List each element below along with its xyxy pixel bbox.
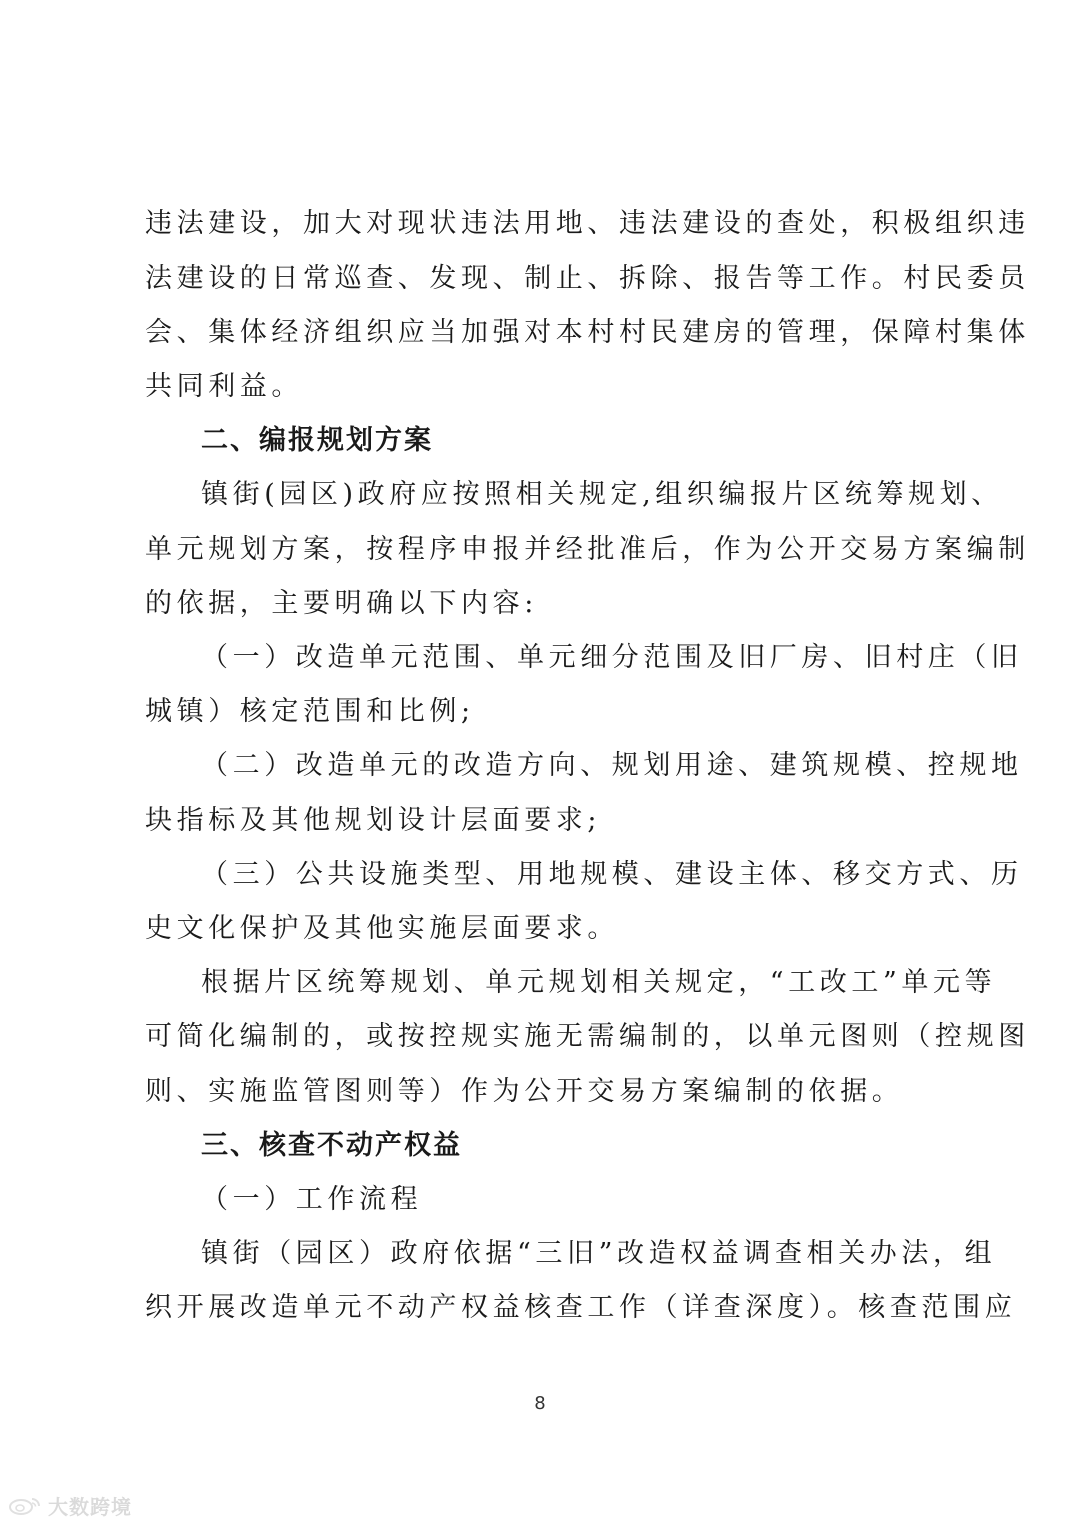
body-line: 则、实施监管图则等）作为公开交易方案编制的依据。 [145,1076,904,1107]
body-line: 织开展改造单元不动产权益核查工作（详查深度）。核查范围应 [145,1292,1017,1323]
body-line: 的依据，主要明确以下内容: [145,588,538,619]
body-line: 法建设的日常巡查、发现、制止、拆除、报告等工作。村民委员 [145,263,1030,294]
body-line: 违法建设，加大对现状违法用地、违法建设的查处，积极组织违 [145,208,1030,239]
body-line: 单元规划方案，按程序申报并经批准后，作为公开交易方案编制 [145,534,1030,565]
body-line: 镇街（园区）政府依据“三旧”改造权益调查相关办法，组 [201,1238,997,1269]
body-line: 可简化编制的，或按控规实施无需编制的，以单元图则（控规图 [145,1021,1030,1052]
body-line: 会、集体经济组织应当加强对本村村民建房的管理，保障村集体 [145,317,1030,348]
watermark [8,1490,132,1520]
list-item-line: 城镇）核定范围和比例; [145,696,475,727]
watermark-text: 大数跨境 [48,1494,132,1519]
weibo-logo-icon [8,1495,42,1515]
page-number: 8 [534,1393,546,1414]
body-line: 镇街(园区)政府应按照相关规定,组织编报片区统筹规划、 [201,479,1003,510]
list-item-line: （一）改造单元范围、单元细分范围及旧厂房、旧村庄（旧 [201,642,1023,673]
subsection-heading: （一）工作流程 [201,1184,423,1215]
section-heading: 二、编报规划方案 [201,425,433,456]
list-item-line: 史文化保护及其他实施层面要求。 [145,913,619,944]
section-heading: 三、核查不动产权益 [201,1130,462,1161]
list-item-line: （三）公共设施类型、用地规模、建设主体、移交方式、历 [201,859,1023,890]
body-line: 共同利益。 [145,371,303,402]
list-item-line: 块指标及其他规划设计层面要求; [145,805,602,836]
list-item-line: （二）改造单元的改造方向、规划用途、建筑规模、控规地 [201,750,1023,781]
body-line: 根据片区统筹规划、单元规划相关规定，“工改工”单元等 [201,967,997,998]
